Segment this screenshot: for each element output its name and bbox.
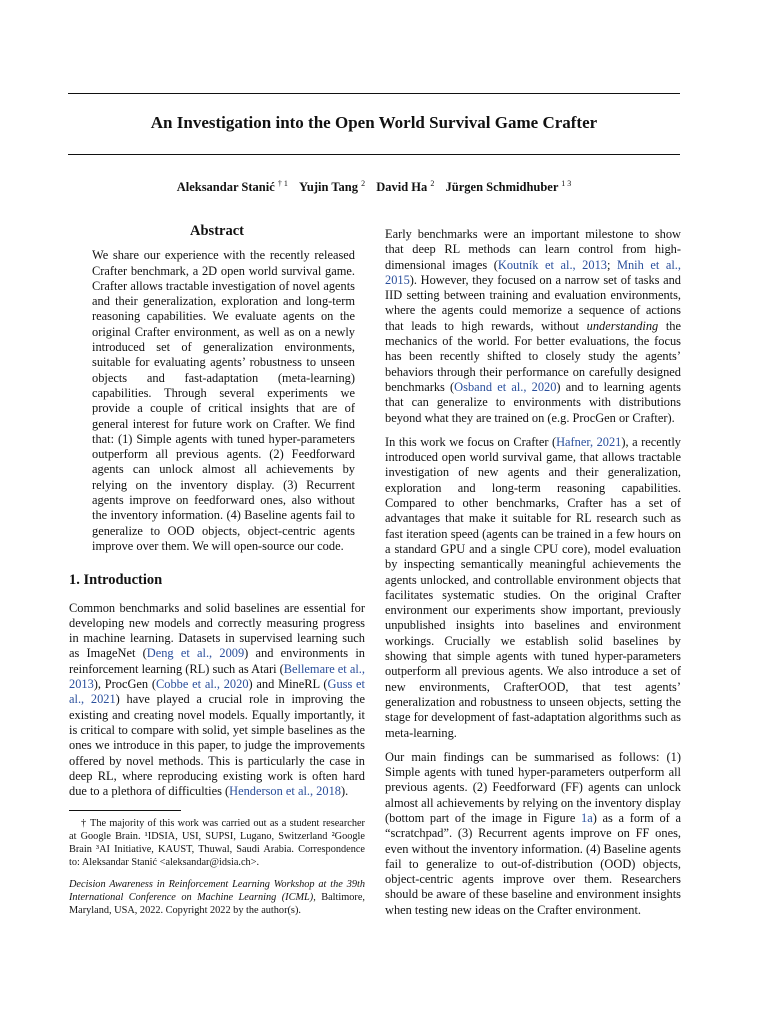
paper-title: An Investigation into the Open World Survival Game Crafter xyxy=(150,113,598,132)
author-2 xyxy=(299,180,365,194)
right-column xyxy=(385,227,681,927)
figure-link[interactable]: 1a xyxy=(581,810,593,825)
text-span: ). xyxy=(340,784,349,799)
text-span: ). However, they focused on a narrow set of tasks and IID setting between training and evaluation environments, where the agents could memorize a sequence of actions that leads to high rewards, without xyxy=(385,272,681,333)
abstract-text: We share our experience with the recently released Crafter benchmark, a 2D open world survival game. Crafter allows tractable investigation of novel agents and their generalization, exploration and long-term reasoning capabilities. We evaluate agents on the original Crafter environment, as well as on a newly introduced set of generalization environments, suitable for evaluating agents’ robustness to unseen objects and fast-adaptation (meta-learning) capabilities. Through several experiments we provide a couple of critical insights that are of general interest for future work on Crafter. We find that: (1) Simple agents with tuned hyper-parameters outperform all previous agents. (2) Feedforward agents can unlock almost all achievements by relying on the inventory display. (3) Recurrent agents improve on feedforward ones, also without the inventory information. (4) Baseline agents fail to generalize to OOD objects, object-centric agents improve over them. We will open-source our code. xyxy=(92,248,355,553)
text-span: ) and to learning agents that can generalize to environments with distributions beyond what they are trained on (e.g. ProcGen or Crafter). xyxy=(385,379,681,425)
text-span: ) have played a crucial role in improving the existing and creating novel models. Equally importantly, it is critical to compare with solid, yet simple baselines as the ones we introduce in this paper, to judge the improvements offered by novel methods. This is particularly the case in deep RL, where reproducing existing work is often hard due to a plethora of difficulties ( xyxy=(69,692,365,799)
affiliation-footnote: † The majority of this work was carried out as a student researcher at Google Brain. ¹IDSIA, USI, SUPSI, Lugano, Switzerland ²Google Brain ³AI Initiative, KAUST, Thuwal, Saudi Arabia. Correspondence to: Aleksandar Stanić <aleksandar@idsia.ch>. xyxy=(69,818,365,869)
text-span: ), a recently introduced open world survival game, that allows tractable investigation of new agents and their generalization, exploration and long-term reasoning capabilities. Compared to other benchmarks, Crafter has a set of advantages that make it suitable for RL research such as fast iteration speed (agents can be trained in a few hours on a standard GPU and a single CPU core), model evaluation by inspecting semantically meaningful achievements the agents unlocked, and controllable environment objects that facilitates systematic studies. On the original Crafter environment our experiments show important, previously unpublished insights into baselines and environment workings. Crucially we establish solid baselines by showing that simple agents with tuned hyper-parameters outperform all previous agents. We also introduce a set of new environments, CrafterOOD, that test agents’ generalization and robustness to unseen objects, setting the stage for development of fast-adaptation algorithms such as meta-learning. xyxy=(385,434,682,740)
right-paragraph-3 xyxy=(385,750,681,918)
author-name: Yujin Tang xyxy=(299,180,358,194)
author-affiliation-marks: 1 3 xyxy=(561,178,572,188)
citation-link[interactable]: Mnih et al., 2015 xyxy=(385,257,681,287)
author-list xyxy=(68,180,680,195)
author-name: Jürgen Schmidhuber xyxy=(445,180,559,194)
author-3 xyxy=(376,180,434,194)
citation-link[interactable]: Henderson et al., 2018 xyxy=(229,784,341,799)
citation-link[interactable]: Deng et al., 2009 xyxy=(146,646,245,661)
text-span: Early benchmarks were an important milestone to show that deep RL methods can learn control from high-dimensional images ( xyxy=(385,227,681,272)
text-span: ) and MineRL ( xyxy=(248,677,328,692)
emphasis-text: understanding xyxy=(586,318,659,333)
citation-link[interactable]: Osband et al., 2020 xyxy=(454,379,557,394)
author-affiliation-marks: 2 xyxy=(430,178,435,188)
venue-name: Decision Awareness in Reinforcement Learning Workshop at the 39th International Conference on Machine Learning (ICML) xyxy=(69,879,365,904)
title-bottom-rule xyxy=(68,154,680,155)
author-name: David Ha xyxy=(376,180,428,194)
author-affiliation-marks: † 1 xyxy=(277,178,288,188)
text-span: the mechanics of the world. For better evaluations, the focus has been recently shifted to closely study the agents’ behaviors through their performance on carefully designed benchmarks ( xyxy=(385,318,681,394)
venue-note xyxy=(69,878,365,917)
author-affiliation-marks: 2 xyxy=(361,178,366,188)
citation-link[interactable]: Koutník et al., 2013 xyxy=(497,257,607,272)
top-rule xyxy=(68,93,680,94)
text-span: ; xyxy=(606,257,617,272)
right-paragraph-2 xyxy=(385,435,681,741)
citation-link[interactable]: Guss et al., 2021 xyxy=(69,677,365,707)
author-name: Aleksandar Stanić xyxy=(176,180,275,194)
text-span: ) and environments in reinforcement learning (RL) such as Atari ( xyxy=(69,646,365,676)
text-span: In this work we focus on Crafter ( xyxy=(385,434,557,449)
right-paragraph-1 xyxy=(385,227,681,426)
left-column xyxy=(69,224,365,917)
citation-link[interactable]: Bellemare et al., 2013 xyxy=(69,661,365,692)
venue-details: , Baltimore, Maryland, USA, 2022. Copyright 2022 by the author(s). xyxy=(69,892,365,917)
text-span: ), ProcGen ( xyxy=(93,677,157,692)
intro-paragraph-1 xyxy=(69,601,365,800)
introduction-heading: 1. Introduction xyxy=(69,572,163,589)
text-span: ) as a form of a “scratchpad”. (3) Recurrent agents improve on FF ones, even without the inventory information. (4) Baseline agents fail to generalize to out-of-distribution (OOD) objects, object-centric agents improve over them. Researchers should be aware of these baseline and environment insights when testing new ideas on the Crafter environment. xyxy=(385,810,681,917)
author-1 xyxy=(177,180,288,194)
author-4 xyxy=(446,180,572,194)
citation-link[interactable]: Hafner, 2021 xyxy=(556,434,622,449)
abstract-heading: Abstract xyxy=(190,223,244,239)
text-span: Common benchmarks and solid baselines are essential for developing new models and correctly measuring progress in machine learning. Datasets in supervised learning such as ImageNet ( xyxy=(69,600,365,661)
citation-link[interactable]: Cobbe et al., 2020 xyxy=(156,677,249,692)
footnote-rule xyxy=(69,810,181,811)
text-span: Our main findings can be summarised as follows: (1) Simple agents with tuned hyper-parameters outperform all previous agents. (2) Feedforward (FF) agents can unlock almost all achievements by relying on the inventory display (bottom part of the image in Figure xyxy=(385,749,681,825)
